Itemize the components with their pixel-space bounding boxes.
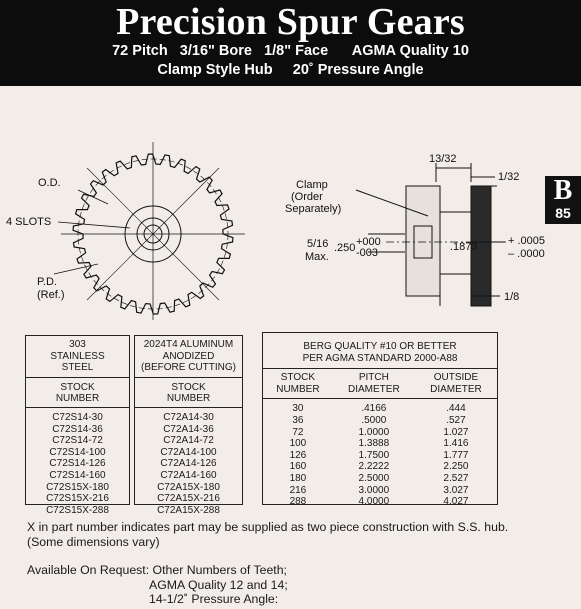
tol-plus: +000 <box>356 236 381 248</box>
stock-number-item: C72A14-36 <box>163 423 214 435</box>
note-line: X in part number indicates part may be supplied as two piece construction with S.S. hub. <box>27 520 509 534</box>
aluminum-column <box>134 335 243 516</box>
pitch-diameter-cell: 4.0000 <box>358 496 390 508</box>
pitch-diameter-cell: 2.2222 <box>358 461 390 473</box>
pd-label: P.D. <box>37 276 57 288</box>
clamp-label: Clamp <box>296 179 328 191</box>
header-line: 303 <box>69 339 86 350</box>
stock-number-cell: 160 <box>289 461 307 473</box>
outside-diameter-cell: 4.027 <box>443 496 469 508</box>
dim-1-8: 1/8 <box>504 291 520 303</box>
stock-number-item: C72S14-126 <box>49 458 106 470</box>
spec-line-2: Clamp Style Hub 20˚ Pressure Angle <box>157 62 424 78</box>
page-title: Precision Spur Gears <box>116 1 465 43</box>
table-row <box>263 485 497 497</box>
available-line: AGMA Quality 12 and 14; <box>149 577 288 592</box>
col-stock-number <box>263 369 333 399</box>
header-line: STAINLESS <box>50 350 105 362</box>
available-line: Available On Request: Other Numbers of Teeth; <box>27 563 287 577</box>
outside-diameter-cell: 1.416 <box>443 438 469 450</box>
table-row <box>263 438 497 450</box>
stock-number-item: C72S14-72 <box>52 435 103 447</box>
subheader-line: STOCK <box>171 381 206 393</box>
stock-number-item: C72S14-36 <box>52 423 103 435</box>
outside-diameter-cell: 2.527 <box>443 472 469 484</box>
pitch-diameter-cell: 2.5000 <box>358 472 390 484</box>
col-line: OUTSIDE <box>433 372 479 384</box>
stock-number-cell: 100 <box>289 438 307 450</box>
tol-minus: -003 <box>356 247 379 259</box>
available-on-request <box>27 563 288 607</box>
stock-number-item: C72A15X-216 <box>157 493 220 505</box>
stock-number-cell: 288 <box>289 496 307 508</box>
aluminum-stock-list <box>135 408 242 516</box>
table-row <box>263 496 497 508</box>
outside-diameter-cell: 2.250 <box>443 461 469 473</box>
table-row <box>263 473 497 485</box>
stainless-stock-list <box>26 408 129 516</box>
slots-label: 4 SLOTS <box>6 216 52 228</box>
stainless-column <box>25 335 130 516</box>
note-line: (Some dimensions vary) <box>27 535 160 549</box>
table-row <box>263 399 497 415</box>
outside-diameter-cell: 1.777 <box>443 449 469 461</box>
subheader-line: STOCK <box>60 381 95 393</box>
pitch-diameter-cell: 1.3888 <box>358 438 390 450</box>
spec-line-1: 72 Pitch 3/16" Bore 1/8" Face AGMA Quality 10 <box>112 43 469 59</box>
available-line: 14-1/2˚ Pressure Angle: <box>149 592 279 606</box>
outside-diameter-cell: 1.027 <box>443 426 469 438</box>
dim-250: .250 <box>334 242 356 254</box>
pitch-diameter-cell: 1.7500 <box>358 449 390 461</box>
dim-1873: .1873 <box>450 241 478 253</box>
stock-number-cell: 126 <box>289 449 307 461</box>
berg-table-box <box>262 332 498 508</box>
berg-table <box>263 369 497 508</box>
part-number-note <box>27 520 508 550</box>
stock-number-item: C72A14-30 <box>163 411 214 423</box>
stock-number-item: C72S14-100 <box>49 446 106 458</box>
table-row <box>263 415 497 427</box>
table-row <box>263 450 497 462</box>
pitch-diameter-cell: 1.0000 <box>358 426 390 438</box>
header-line: PER AGMA STANDARD 2000-A88 <box>302 352 458 364</box>
clamp-order-label: (Order <box>291 191 323 203</box>
gear-front-view <box>54 142 245 320</box>
tol2-plus: + .0005 <box>508 235 545 247</box>
stock-number-header <box>135 378 242 408</box>
dim-1-32: 1/32 <box>498 171 520 183</box>
stock-number-item: C72A15X-288 <box>157 504 220 516</box>
header-line: ANODIZED <box>162 350 215 362</box>
pitch-diameter-cell: 3.0000 <box>358 484 390 496</box>
stock-number-cell: 36 <box>292 414 304 426</box>
clamp-separately-label: Separately) <box>285 203 342 215</box>
stainless-header <box>26 336 129 378</box>
col-line: NUMBER <box>276 383 320 395</box>
pitch-diameter-cell: .4166 <box>361 403 387 415</box>
table-row <box>263 461 497 473</box>
table-row <box>263 427 497 439</box>
stock-number-cell: 72 <box>292 426 304 438</box>
col-pitch-diameter <box>333 369 415 399</box>
col-line: DIAMETER <box>348 383 400 395</box>
aluminum-header <box>135 336 242 378</box>
stock-number-cell: 30 <box>292 403 304 415</box>
stock-number-item: C72A14-126 <box>160 458 217 470</box>
section-tab <box>545 176 581 224</box>
page-header <box>0 0 581 86</box>
header-line: STEEL <box>61 362 94 374</box>
subheader-line: NUMBER <box>55 393 100 405</box>
berg-header <box>263 333 497 369</box>
od-label: O.D. <box>38 177 61 189</box>
header-line: BERG QUALITY #10 OR BETTER <box>303 341 457 352</box>
subheader-line: NUMBER <box>166 393 211 405</box>
gear-drawing <box>0 86 545 320</box>
col-line: PITCH <box>358 372 389 384</box>
stock-number-item: C72S15X-216 <box>46 493 109 505</box>
dim-13-32: 13/32 <box>429 153 457 165</box>
ref-label: (Ref.) <box>37 289 65 301</box>
col-line: DIAMETER <box>430 383 482 395</box>
col-outside-diameter <box>415 369 497 399</box>
header-line: (BEFORE CUTTING) <box>141 362 236 374</box>
side-view <box>356 163 506 306</box>
table-header-row <box>263 369 497 399</box>
outside-diameter-cell: .444 <box>446 403 466 415</box>
stock-number-item: C72S15X-180 <box>46 481 109 493</box>
stock-number-item: C72S14-160 <box>49 469 106 481</box>
section-letter: B <box>553 175 573 206</box>
stock-number-cell: 216 <box>289 484 307 496</box>
stock-number-item: C72S14-30 <box>52 411 103 423</box>
tol2-minus: – .0000 <box>508 248 545 260</box>
max-label: Max. <box>305 251 329 263</box>
outside-diameter-cell: .527 <box>446 414 466 426</box>
col-line: STOCK <box>280 372 316 384</box>
stock-number-header <box>26 378 129 408</box>
stock-number-item: C72A14-100 <box>160 446 217 458</box>
stock-number-item: C72A14-160 <box>160 469 217 481</box>
outside-diameter-cell: 3.027 <box>443 484 469 496</box>
stock-number-item: C72A14-72 <box>163 435 214 447</box>
stock-number-cell: 180 <box>289 472 307 484</box>
dim-5-16: 5/16 <box>307 238 329 250</box>
header-line: 2024T4 ALUMINUM <box>143 339 234 350</box>
stock-number-item: C72S15X-288 <box>46 504 109 516</box>
page-number: 85 <box>555 205 571 221</box>
stock-number-item: C72A15X-180 <box>157 481 220 493</box>
pitch-diameter-cell: .5000 <box>361 414 387 426</box>
